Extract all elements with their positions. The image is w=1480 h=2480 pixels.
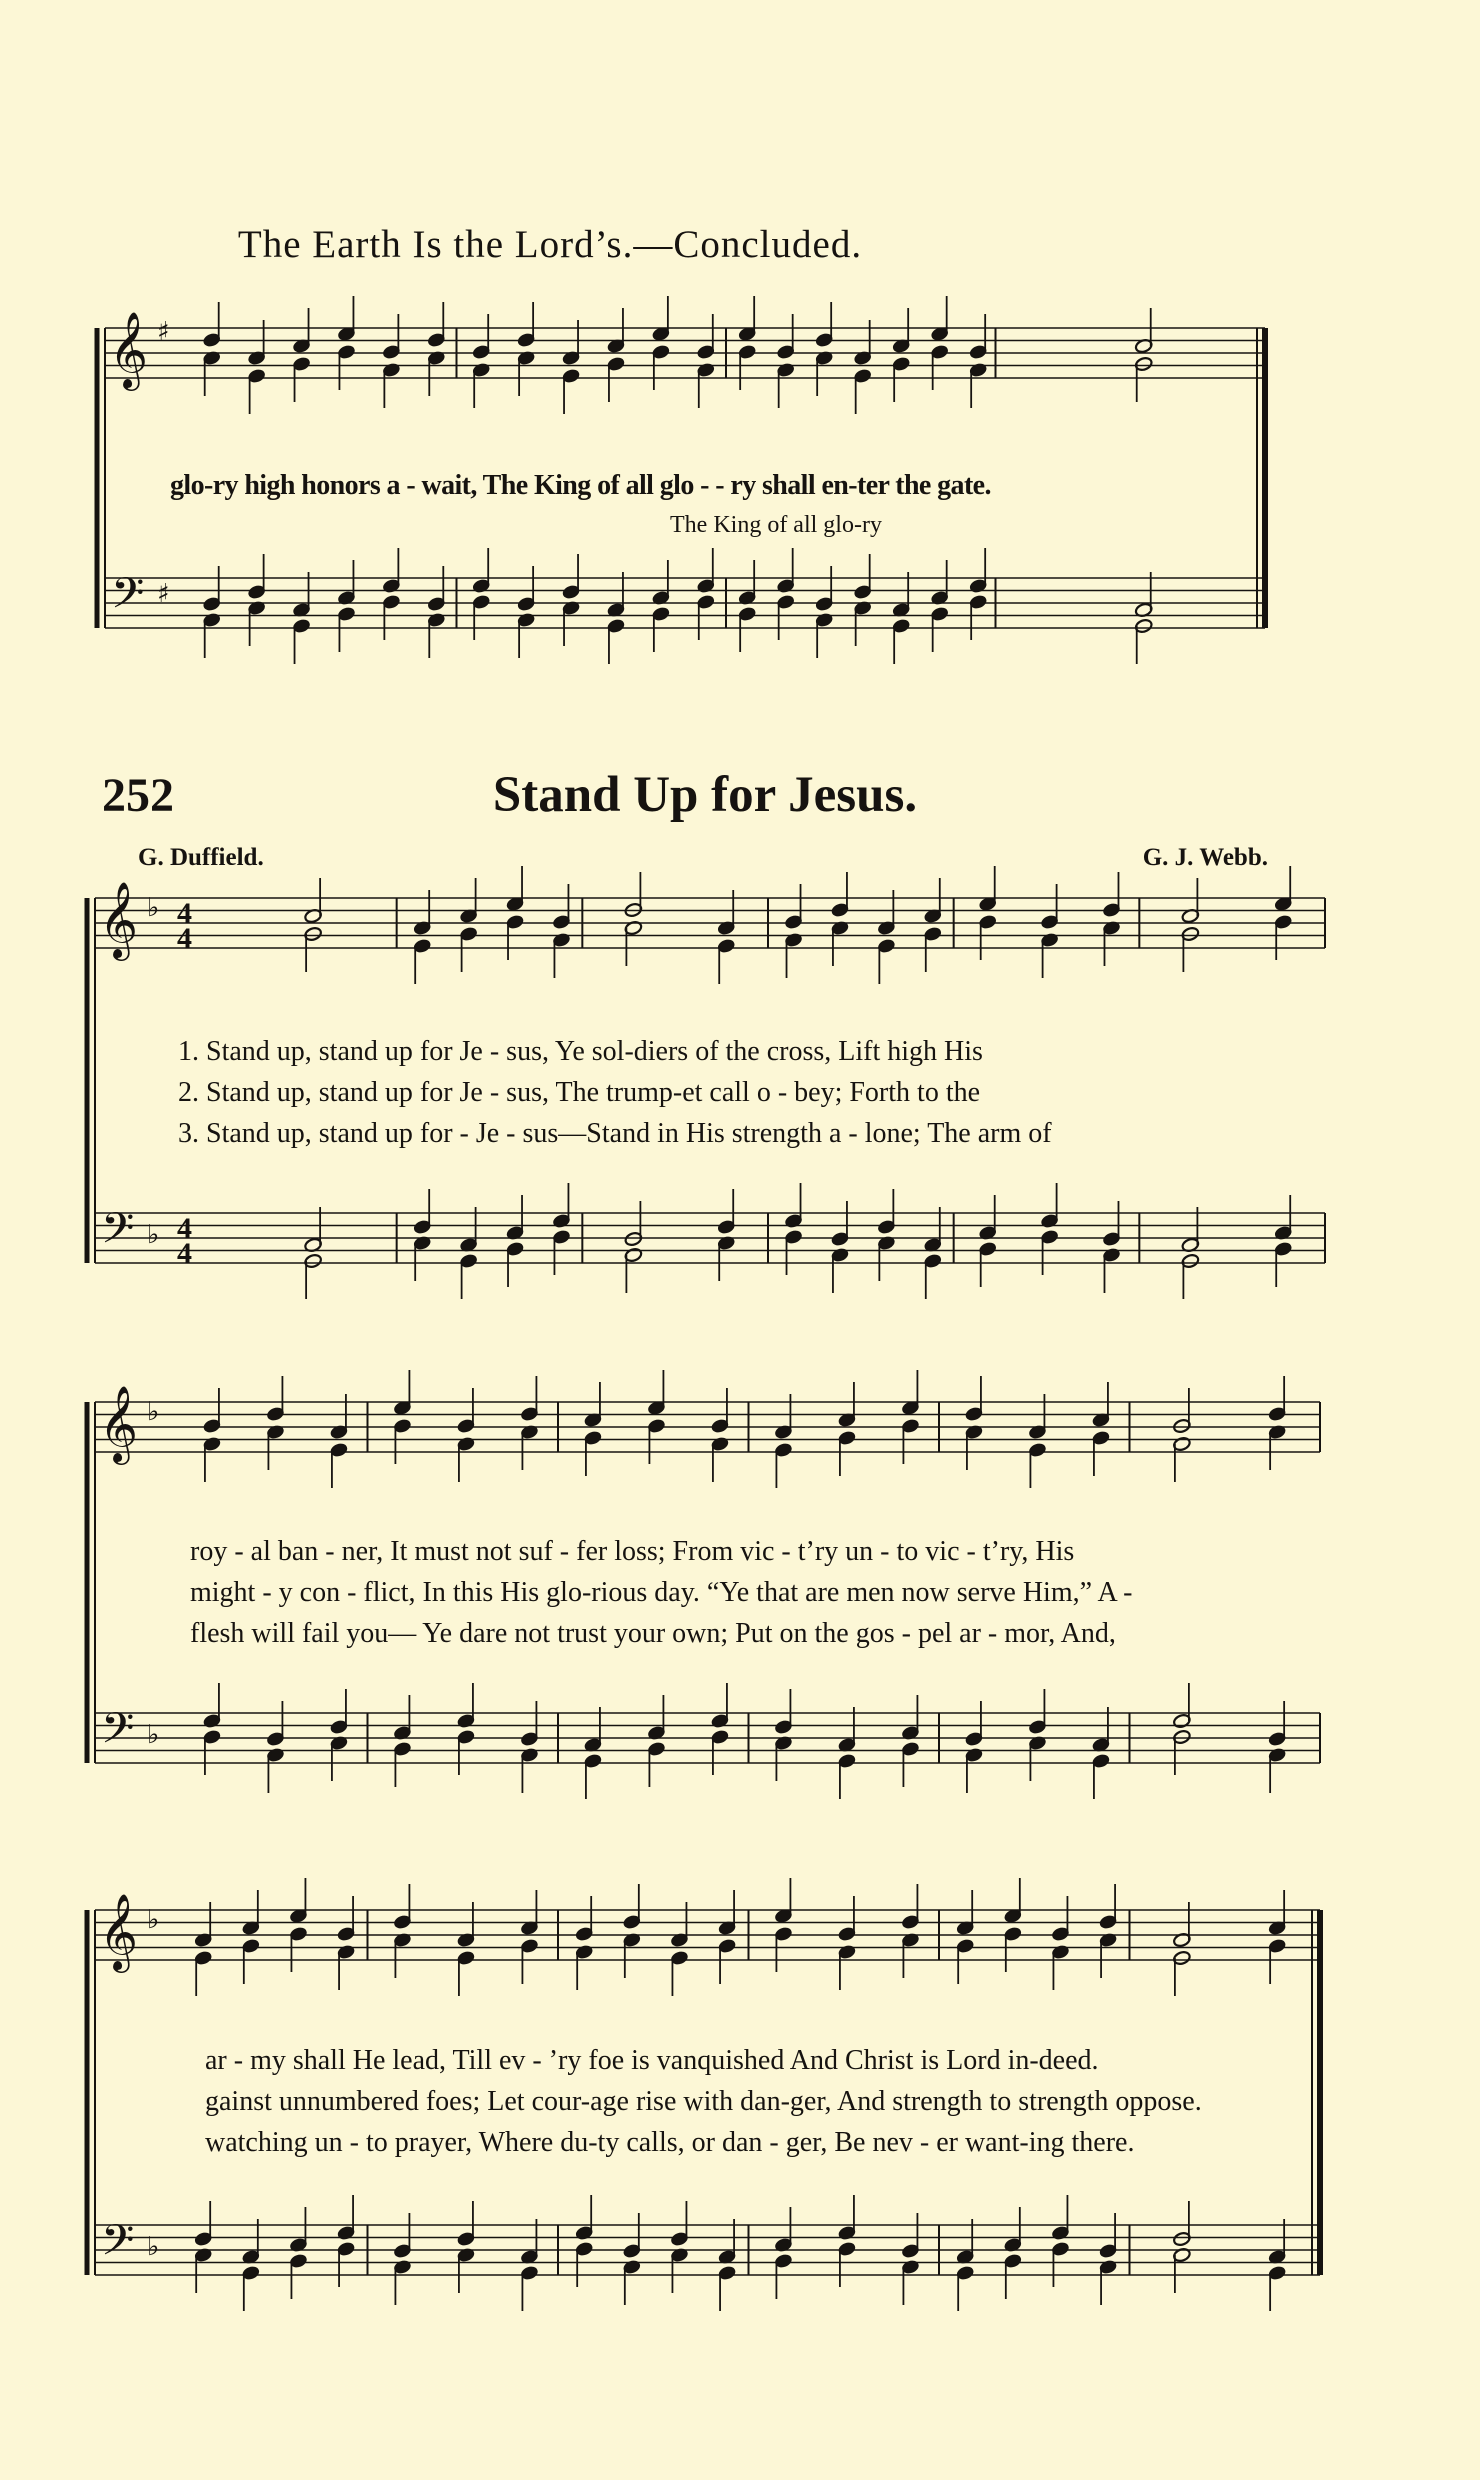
treble-clef: 𝄞 [99, 1385, 139, 1462]
system2-verse3: flesh will fail you— Ye dare not trust your own; Put on the gos - pel ar - mor, And, [190, 1618, 1116, 1649]
system1-verse3: 3. Stand up, stand up for - Je - sus—Stand in His strength a - lone; The arm of [178, 1118, 1052, 1149]
hymn-title: Stand Up for Jesus. [492, 767, 918, 823]
time-signature-top: 4 [177, 1212, 192, 1245]
system1-verse2: 2. Stand up, stand up for Je - sus, The trump-et call o - bey; Forth to the [178, 1077, 981, 1108]
system3-verse2: gainst unnumbered foes; Let cour-age rise with dan-ger, And strength to strength oppose. [205, 2086, 1202, 2117]
treble-clef: 𝄞 [109, 311, 149, 388]
author-credit: G. Duffield. [138, 844, 264, 871]
system3-verse3: watching un - to prayer, Where du-ty calls, or dan - ger, Be nev - er want-ing there. [205, 2127, 1135, 2158]
concluded-sub-lyric: The King of all glo-ry [670, 512, 882, 538]
treble-clef: 𝄞 [99, 881, 139, 958]
hymn-number: 252 [102, 769, 174, 822]
system2-verse1: roy - al ban - ner, It must not suf - fer loss; From vic - t’ry un - to vic - t’ry, His [190, 1536, 1075, 1567]
system1-verse1: 1. Stand up, stand up for Je - sus, Ye sol-diers of the cross, Lift high His [178, 1036, 983, 1067]
treble-clef: 𝄞 [99, 1893, 139, 1970]
bass-clef: 𝄢 [101, 2216, 135, 2276]
bass-clef: 𝄢 [101, 1204, 135, 1264]
key-flat: ♭ [147, 893, 160, 923]
bass-clef: 𝄢 [111, 569, 145, 629]
key-sharp: ♯ [157, 579, 170, 609]
key-flat: ♭ [147, 1720, 160, 1750]
time-signature-top: 4 [177, 897, 192, 930]
key-flat: ♭ [147, 1905, 160, 1935]
composer-credit: G. J. Webb. [1142, 844, 1268, 871]
time-signature-bottom: 4 [177, 922, 192, 955]
key-flat: ♭ [147, 1220, 160, 1250]
system2-verse2: might - y con - flict, In this His glo-rious day. “Ye that are men now serve Him,” A - [190, 1577, 1133, 1608]
system3-verse1: ar - my shall He lead, Till ev - ’ry foe is vanquished And Christ is Lord in-deed. [205, 2045, 1099, 2076]
key-sharp: ♯ [157, 317, 170, 347]
concluded-lyric-line: glo-ry high honors a - wait, The King of all glo - - ry shall en-ter the gate. [170, 470, 991, 501]
key-flat: ♭ [147, 2232, 160, 2262]
key-flat: ♭ [147, 1397, 160, 1427]
concluded-title: The Earth Is the Lord’s.—Concluded. [237, 223, 863, 266]
bass-clef: 𝄢 [101, 1704, 135, 1764]
time-signature-bottom: 4 [177, 1237, 192, 1270]
